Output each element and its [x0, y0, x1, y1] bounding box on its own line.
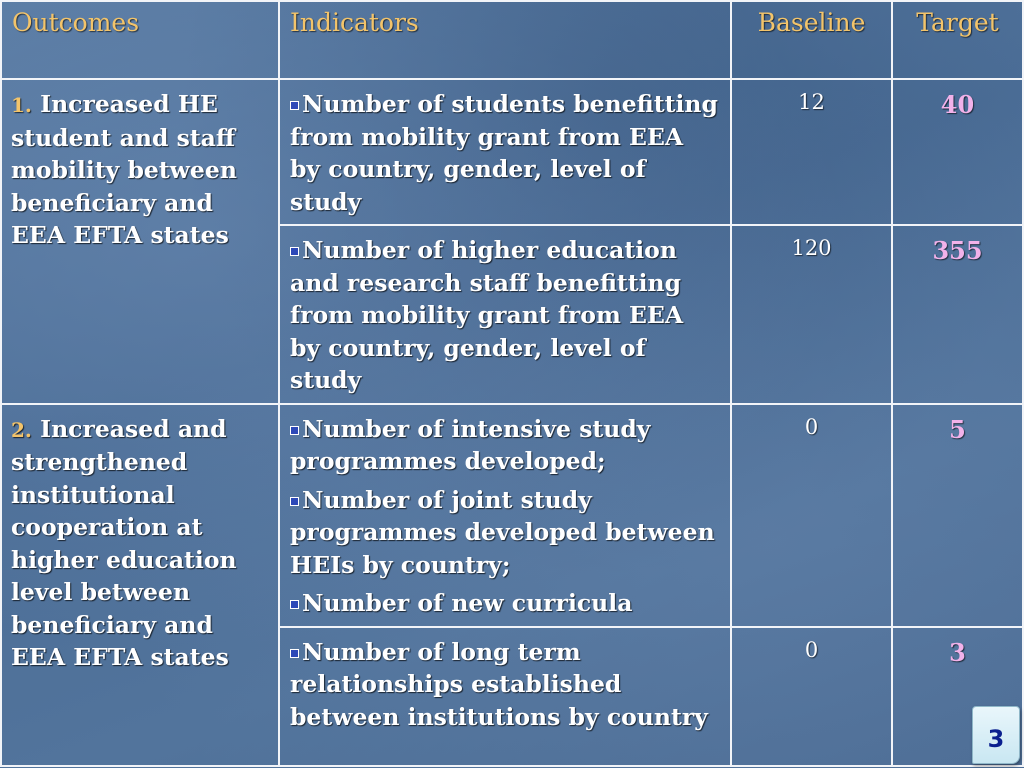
header-target: Target [892, 1, 1023, 79]
indicator-text: Number of long term relationships established between institutions by country [290, 637, 708, 731]
indicator-cell [279, 225, 731, 404]
square-bullet-icon [290, 649, 299, 658]
indicator-cell [279, 79, 731, 225]
outcome-number: 1. [11, 93, 32, 117]
indicator-text: Number of students benefitting from mobility grant from EEA by country, gender, level of study [290, 90, 718, 216]
outcome-cell-1 [1, 79, 279, 404]
outcome-text: Increased HE student and staff mobility between beneficiary and EEA EFTA states [11, 90, 237, 249]
baseline-value: 120 [731, 225, 892, 404]
outcome-number: 2. [11, 417, 32, 442]
target-value: 5 [892, 404, 1023, 627]
header-baseline: Baseline [731, 1, 892, 79]
indicator-item [290, 234, 720, 397]
indicator-text: Number of new curricula [302, 589, 633, 617]
indicator-cell [279, 627, 731, 766]
indicator-item [290, 88, 720, 218]
table-row [1, 79, 1023, 225]
square-bullet-icon [290, 497, 299, 506]
slide-bottom-strip [0, 748, 1024, 768]
square-bullet-icon [290, 101, 299, 110]
header-row [1, 1, 1023, 79]
header-outcomes: Outcomes [1, 1, 279, 79]
baseline-value: 0 [731, 404, 892, 627]
target-value: 3 [892, 627, 1023, 766]
indicator-text: Number of higher education and research staff benefitting from mobility grant from EEA by country, gender, level of study [290, 236, 684, 394]
indicator-item [290, 636, 720, 734]
header-indicators: Indicators [279, 1, 731, 79]
baseline-value: 12 [731, 79, 892, 225]
indicator-text: Number of intensive study programmes developed; [290, 414, 651, 475]
indicator-text: Number of joint study programmes developed between HEIs by country; [290, 485, 715, 579]
indicator-item [290, 484, 720, 582]
outcome-text: Increased and strengthened institutional cooperation at higher education level between beneficiary and EEA EFTA states [11, 414, 237, 671]
indicator-cell [279, 404, 731, 627]
indicator-item [290, 587, 720, 620]
indicator-item [290, 413, 720, 478]
baseline-value: 0 [731, 627, 892, 766]
page-number: 3 [987, 725, 1005, 753]
square-bullet-icon [290, 426, 299, 435]
square-bullet-icon [290, 247, 299, 256]
target-value: 40 [892, 79, 1023, 225]
target-value: 355 [892, 225, 1023, 404]
outcome-cell-2 [1, 404, 279, 766]
square-bullet-icon [290, 600, 299, 609]
table-row [1, 404, 1023, 627]
page-number-badge [972, 706, 1020, 764]
